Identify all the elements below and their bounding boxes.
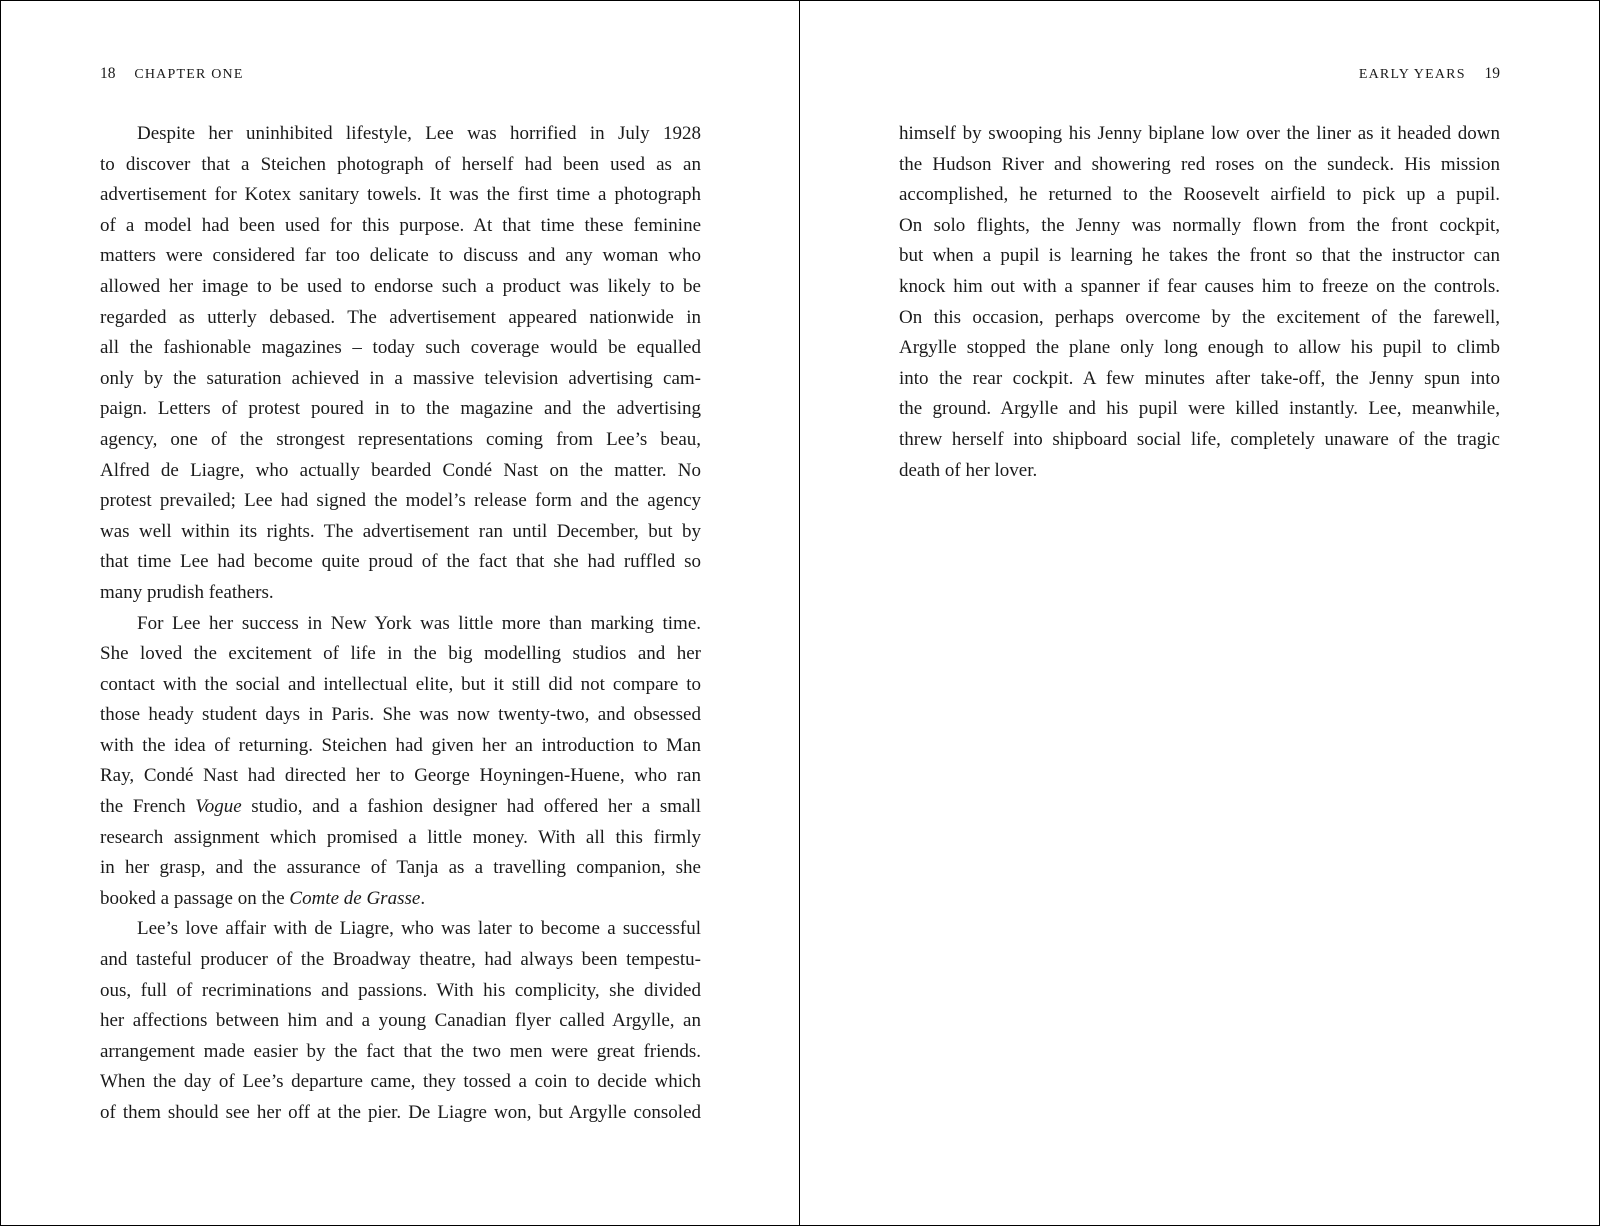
right-page bbox=[799, 0, 1600, 1226]
text-line: death of her lover. bbox=[899, 459, 1038, 481]
left-page bbox=[0, 0, 800, 1226]
text-line: threw herself into shipboard social life, completely unaware of the tragic bbox=[899, 428, 1500, 450]
text-line: agency, one of the strongest representations coming from Lee’s beau, bbox=[100, 428, 701, 450]
text-line: was well within its rights. The advertisement ran until December, but by bbox=[100, 520, 701, 542]
italic-title: Vogue bbox=[195, 796, 242, 818]
text-line: allowed her image to be used to endorse such a product was likely to be bbox=[100, 275, 701, 297]
text-line: Alfred de Liagre, who actually bearded Condé Nast on the matter. No bbox=[100, 459, 701, 481]
text-line: When the day of Lee’s departure came, they tossed a coin to decide which bbox=[100, 1071, 701, 1093]
text-line: contact with the social and intellectual elite, but it still did not compare to bbox=[100, 673, 701, 695]
text-line: Ray, Condé Nast had directed her to George Hoyningen-Huene, who ran bbox=[100, 765, 701, 787]
text-line: protest prevailed; Lee had signed the model’s release form and the agency bbox=[100, 490, 701, 512]
text-line: On solo flights, the Jenny was normally flown from the front cockpit, bbox=[899, 214, 1500, 236]
text-line: Despite her uninhibited lifestyle, Lee was horrified in July 1928 bbox=[137, 123, 701, 144]
text-line: of a model had been used for this purpose. At that time these feminine bbox=[100, 214, 701, 236]
text-line: paign. Letters of protest poured in to the magazine and the advertising bbox=[100, 398, 701, 420]
text-line: those heady student days in Paris. She was now twenty-two, and obsessed bbox=[100, 704, 701, 726]
text-line: the ground. Argylle and his pupil were killed instantly. Lee, meanwhile, bbox=[899, 398, 1500, 420]
text-line: matters were considered far too delicate to discuss and any woman who bbox=[100, 245, 701, 267]
text-line: to discover that a Steichen photograph of herself had been used as an bbox=[100, 153, 701, 175]
text-line: that time Lee had become quite proud of the fact that she had ruffled so bbox=[100, 551, 701, 573]
text-line: ous, full of recriminations and passions. With his complicity, she divided bbox=[100, 979, 701, 1001]
text-line: For Lee her success in New York was little more than marking time. bbox=[137, 612, 701, 634]
text-line: booked a passage on the Comte de Grasse. bbox=[100, 887, 426, 909]
text-line: in her grasp, and the assurance of Tanja as a travelling companion, she bbox=[100, 857, 701, 879]
text-line: On this occasion, perhaps overcome by the excitement of the farewell, bbox=[899, 306, 1500, 328]
page-number: 18 bbox=[100, 65, 116, 82]
text-line: all the fashionable magazines – today such coverage would be equalled bbox=[100, 337, 701, 359]
text-line: of them should see her off at the pier. De Liagre won, but Argylle consoled bbox=[100, 1102, 701, 1123]
running-head bbox=[100, 65, 244, 83]
text-line: research assignment which promised a little money. With all this firmly bbox=[100, 826, 701, 848]
text-line: accomplished, he returned to the Roosevelt airfield to pick up a pupil. bbox=[899, 184, 1500, 206]
text-line: arrangement made easier by the fact that the two men were great friends. bbox=[100, 1040, 701, 1062]
text-line: regarded as utterly debased. The advertisement appeared nationwide in bbox=[100, 306, 701, 328]
italic-title: Comte de Grasse bbox=[289, 887, 421, 909]
page-number: 19 bbox=[1484, 65, 1500, 82]
text-line: only by the saturation achieved in a massive television advertising cam- bbox=[100, 367, 701, 389]
body-text bbox=[899, 119, 1500, 486]
text-line: himself by swooping his Jenny biplane low over the liner as it headed down bbox=[899, 123, 1500, 144]
text-line: and tasteful producer of the Broadway theatre, had always been tempestu- bbox=[100, 949, 701, 971]
body-text bbox=[100, 119, 701, 1129]
text-line: advertisement for Kotex sanitary towels. It was the first time a photograph bbox=[100, 184, 701, 206]
text-line: but when a pupil is learning he takes the front so that the instructor can bbox=[899, 245, 1500, 267]
running-head bbox=[1359, 65, 1500, 83]
chapter-title: CHAPTER ONE bbox=[134, 67, 244, 82]
text-line: into the rear cockpit. A few minutes after take-off, the Jenny spun into bbox=[899, 367, 1500, 389]
text-line: many prudish feathers. bbox=[100, 581, 274, 603]
text-line: the French Vogue studio, and a fashion designer had offered her a small bbox=[100, 796, 701, 818]
text-line: her affections between him and a young Canadian flyer called Argylle, an bbox=[100, 1010, 701, 1032]
text-line: Argylle stopped the plane only long enough to allow his pupil to climb bbox=[899, 337, 1500, 359]
text-line: Lee’s love affair with de Liagre, who was later to become a successful bbox=[137, 918, 701, 940]
text-line: with the idea of returning. Steichen had given her an introduction to Man bbox=[100, 734, 701, 756]
text-line: knock him out with a spanner if fear causes him to freeze on the controls. bbox=[899, 275, 1500, 297]
text-line: the Hudson River and showering red roses on the sundeck. His mission bbox=[899, 153, 1500, 175]
chapter-title: EARLY YEARS bbox=[1358, 67, 1466, 82]
text-line: She loved the excitement of life in the big modelling studios and her bbox=[100, 643, 701, 665]
